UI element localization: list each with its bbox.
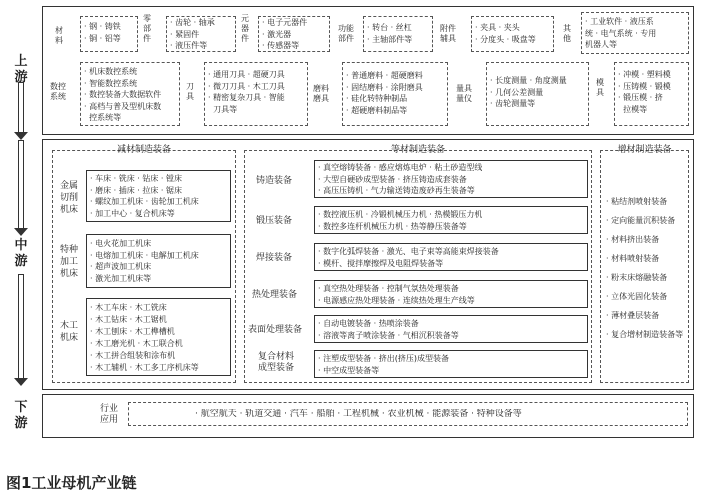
upstream-label: 量具 量仪 <box>456 84 472 103</box>
midstream-stage-label: 中 游 <box>14 238 28 269</box>
equal-group-box: · 真空熔铸装备 · 感应熔炼电炉 · 粘土砂造型线 · 大型自硬砂成型装备 · 挤压铸造成套装备 · 高压压铸机 · 气力输送铸造废砂再生装备等 <box>314 160 588 198</box>
additive-items: · 粘结剂喷射装备 · 定向能量沉积装备 · 材料挤出装备 · 材料喷射装备 · 粉末床熔融装备 · 立体光固化装备 · 薄材叠层装备 · 复合增材制造装备等 <box>606 197 684 339</box>
flow-arrow-icon <box>14 140 28 236</box>
upstream-label: 材 料 <box>55 26 63 45</box>
upstream-item-box: · 电子元器件 · 激光器 · 传感器等 <box>258 16 330 52</box>
downstream-item-box: · 航空航天 · 轨道交通 · 汽车 · 船舶 · 工程机械 · 农业机械 · 能源装备 · 特种设备等 <box>128 402 688 426</box>
upstream-item-box: · 齿轮 · 轴承 · 紧固件 · 液压件等 <box>166 16 236 52</box>
upstream-label: 零 部 件 <box>143 14 151 43</box>
upstream-item-box: · 普通磨料 · 超硬磨料 · 固结磨料 · 涂附磨具 · 硅化转特种制品 · 超硬磨料制品等 <box>342 62 448 126</box>
equal-group-label: 复合材料 成型装备 <box>258 352 295 373</box>
upstream-label: 数控 系统 <box>50 82 66 101</box>
equal-group-label: 铸造装备 <box>256 176 293 186</box>
upstream-item-box: · 工业软件 · 液压系 统 · 电气系统 · 专用 机器人等 <box>581 12 689 54</box>
additive-title: 增材制造装备 <box>617 145 672 155</box>
downstream-stage-label: 下 游 <box>14 400 28 431</box>
flow-arrow-icon <box>14 82 28 140</box>
equal-group-label: 表面处理装备 <box>248 325 303 335</box>
subtractive-group-label: 特种 加工 机床 <box>60 245 79 279</box>
subtractive-title: 减材制造装备 <box>116 145 171 155</box>
equal-group-box: · 真空热处理装备 · 控制气氛热处理装备 · 电源感应热处理装备 · 连续热处理生产线等 <box>314 280 588 308</box>
figure-caption: 图1工业母机产业链 <box>6 474 137 492</box>
upstream-item-box: · 冲模 · 塑料模 · 压铸模 · 锻模 · 锻压模 · 挤 拉模等 <box>614 62 689 126</box>
upstream-item-box: · 长度测量 · 角度测量 · 几何公差测量 · 齿轮测量等 <box>486 62 589 126</box>
subtractive-group-label: 木工 机床 <box>60 321 79 343</box>
equal-group-box: · 注塑成型装备 · 挤出(挤压)成型装备 · 中空成型装备等 <box>314 350 588 378</box>
equal-group-label: 热处理装备 <box>252 290 298 300</box>
upstream-item-box: · 机床数控系统 · 智能数控系统 · 数控装备大数据软件 · 高档与普及型机床数 控系统等 <box>80 62 180 126</box>
equal-group-label: 锻压装备 <box>256 216 293 226</box>
downstream-label: 行业 应用 <box>100 404 119 425</box>
equal-material-title: 等材制造装备 <box>390 145 445 155</box>
subtractive-group-box: · 电火花加工机床 · 电熔加工机床 · 电解加工机床 · 超声波加工机床 · 激光加工机床等 <box>86 234 231 288</box>
upstream-label: 功能 部件 <box>338 24 354 43</box>
upstream-label: 刀 具 <box>186 82 194 101</box>
upstream-item-box: · 通用刀具 · 超硬刀具 · 微刀刀具 · 木工刀具 · 精密复杂刀具 · 智能 刀具等 <box>204 62 308 126</box>
flow-arrow-icon <box>14 274 28 386</box>
upstream-label: 模 具 <box>596 78 604 97</box>
subtractive-group-box: · 木工车床 · 木工铣床 · 木工钻床 · 木工锯机 · 木工刨床 · 木工榫槽机 · 木工磨光机 · 木工联合机 · 木工拼合组装和涂布机 · 木工辅机 · 木工多工序机床等 <box>86 298 231 376</box>
equal-group-box: · 自动电镀装备 · 热喷涂装备 · 溶液等离子喷涂装备 · 气相沉积装备等 <box>314 315 588 343</box>
subtractive-group-box: · 车床 · 铣床 · 钻床 · 镗床 · 磨床 · 插床 · 拉床 · 锯床 · 螺纹加工机床 · 齿轮加工机床 · 加工中心 · 复合机床等 <box>86 170 231 222</box>
upstream-stage-label: 上 游 <box>14 54 28 85</box>
upstream-label: 磨料 磨具 <box>313 84 329 103</box>
subtractive-group-label: 金属 切削 机床 <box>60 181 79 215</box>
upstream-label: 附件 辅具 <box>440 24 456 43</box>
upstream-item-box: · 夹具 · 夹头 · 分度头 · 吸盘等 <box>471 16 554 52</box>
equal-group-label: 焊接装备 <box>256 253 293 263</box>
upstream-label: 元 器 件 <box>241 14 249 43</box>
upstream-label: 其 他 <box>563 24 571 43</box>
equal-group-box: · 数控液压机 · 冷锻机械压力机 · 热模锻压力机 · 数控多连杆机械压力机 · 热等静压装备等 <box>314 206 588 234</box>
upstream-item-box: · 转台 · 丝杠 · 主轴部件等 <box>363 16 433 52</box>
upstream-item-box: · 钢 · 铸铁 · 铜 · 铝等 <box>80 16 138 52</box>
equal-group-box: · 数字化弧焊装备 · 激光、电子束等高能束焊接装备 · 模杆、搅拌摩擦焊及电阻焊装备等 <box>314 243 588 271</box>
